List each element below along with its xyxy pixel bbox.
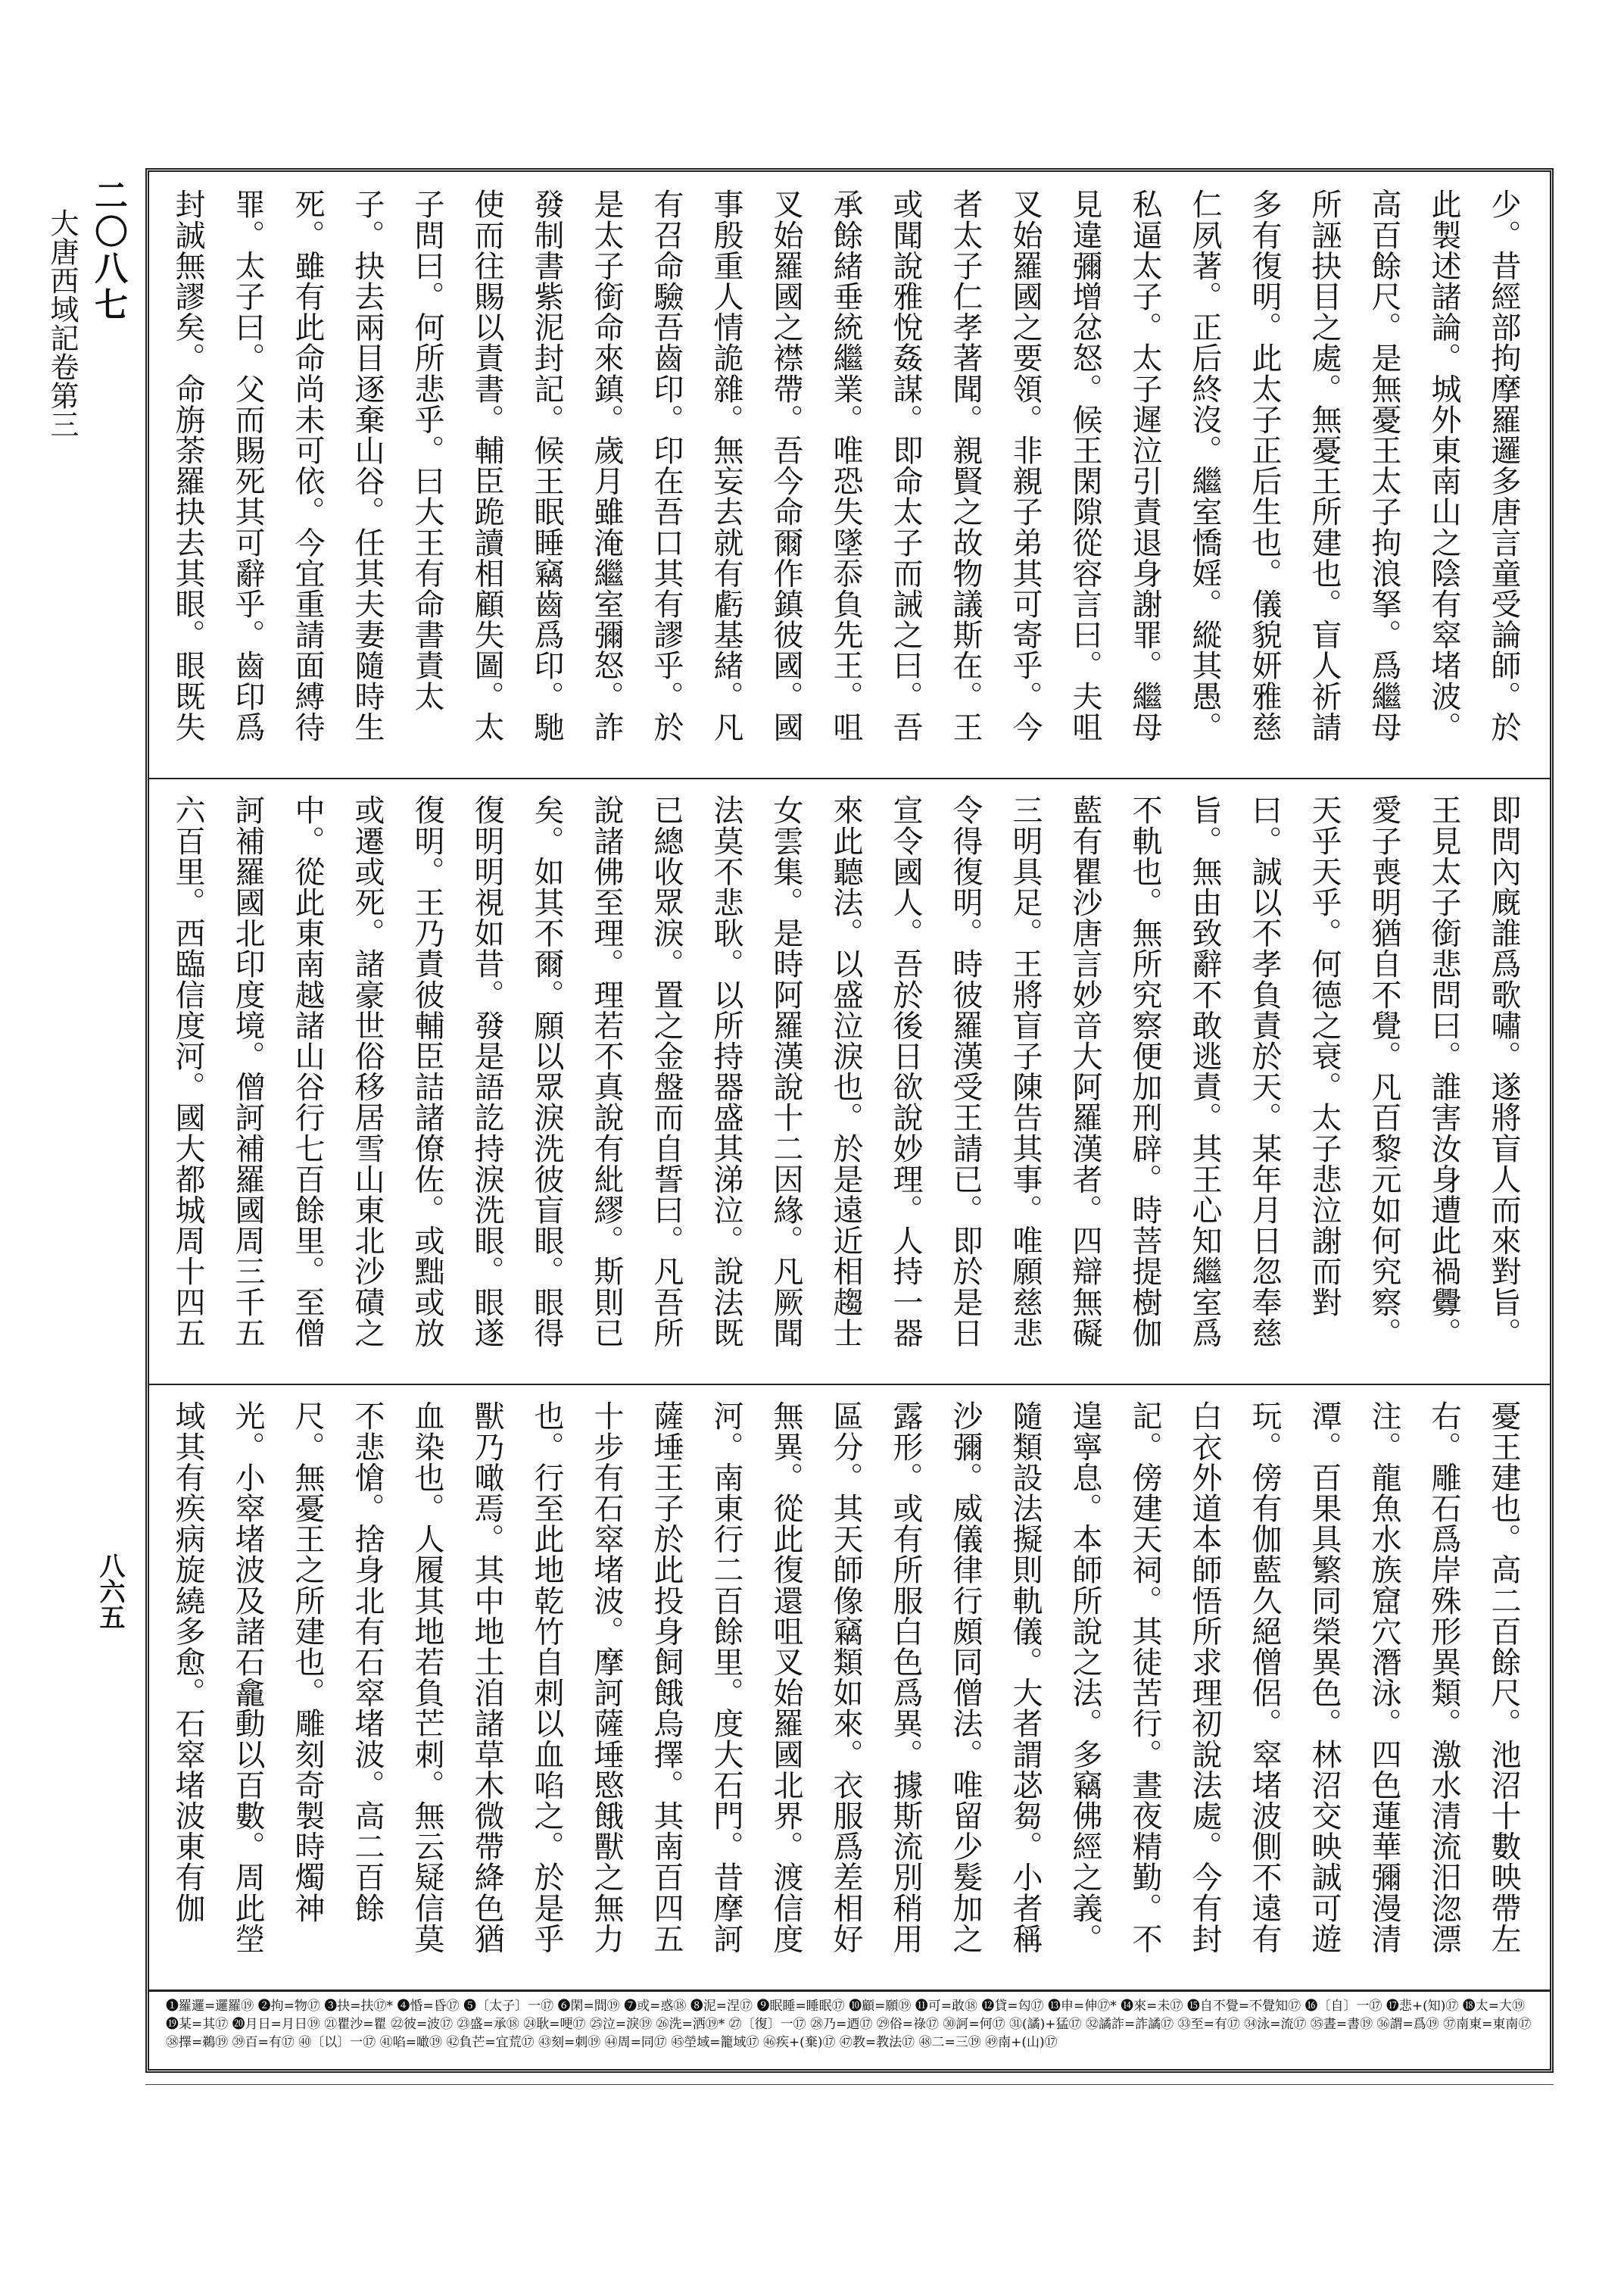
- page-header: [45, 178, 132, 1465]
- running-title: 大唐西域記卷第三: [45, 208, 79, 438]
- text-band-1: [149, 172, 1550, 779]
- body-text-3: 憂王建也。高二百餘尺。池沼十數映帶左右。雕石爲岸殊形異類。激水清流汨淴漂注。龍魚水族窟穴潛泳。四色蓮華彌漫清潭。百果具繁同榮異色。林沼交映誠可遊玩。傍有伽藍久絕僧侶。窣堵波側不遠有白衣外道本師悟所求理初說法處。今有封記。傍建天祠。其徒苦行。晝夜精勤。不遑寧息。本師所說之法。多竊佛經之義。隨類設法擬則軌儀。大者謂苾芻。小者稱沙彌。威儀律行頗同僧法。唯留少髮加之露形。或有所服白色爲異。據斯流別稍用區分。其天師像竊類如來。衣服爲差相好無異。從此復還咀叉始羅國北界。渡信度河。南東行二百餘里。度大石門。昔摩訶薩埵王子於此投身飼餓烏擇。其南百四五十步有石窣堵波。摩訶薩埵愍餓獸之無力也。行至此地乾竹自刺以血啗之。於是乎獸乃噉焉。其中地土洎諸草木微帶絳色猶血染也。人履其地若負芒刺。無云疑信莫不悲愴。捨身北有石窣堵波。高二百餘尺。無憂王之所建也。雕刻奇製時燭神光。小窣堵波及諸石龕動以百數。周此塋域其有疾病旋繞多愈。石窣堵波東有伽: [170, 1400, 1521, 1954]
- body-text-2: 即問內廐誰爲歌嘯。遂將盲人而來對旨。王見太子銜悲問曰。誰害汝身遭此禍釁。愛子喪明猶自不覺。凡百黎元如何究察。天乎天乎。何德之衰。太子悲泣謝而對曰。誠以不孝負責於天。某年月日忽奉慈旨。無由致辭不敢逃責。其王心知繼室爲不軌也。無所究察便加刑辟。時菩提樹伽藍有瞿沙唐言妙音大阿羅漢者。四辯無礙三明具足。王將盲子陳告其事。唯願慈悲令得復明。時彼羅漢受王請已。即於是日宣令國人。吾於後日欲說妙理。人持一器來此聽法。以盛泣淚也。於是遠近相趨士女雲集。是時阿羅漢說十二因緣。凡厥聞法莫不悲耿。以所持器盛其涕泣。說法既已總收眾淚。置之金盤而自誓曰。凡吾所說諸佛至理。理若不真說有紕繆。斯則已矣。如其不爾。願以眾淚洗彼盲眼。眼得復明明視如昔。發是語訖持淚洗眼。眼遂復明。王乃責彼輔臣詰諸僚佐。或黜或放或遷或死。諸豪世俗移居雪山東北沙磧之中。從此東南越諸山谷行七百餘里。至僧訶補羅國北印度境。僧訶補羅國周三千五六百里。西臨信度河。國大都城周十四五: [170, 794, 1521, 1348]
- side-page-number: 八六五: [95, 1553, 125, 1630]
- textual-notes: ❶羅邏=邏羅⑲ ❷拘=物⑰ ❸抉=扶⑰* ❹惛=昏⑰ ❺〔太子〕一⑰ ❻閑=間⑲ ❼或=惑⑱ ❽泥=涅⑰ ❾眠睡=睡眠⑰ ❿顧=願⑲ ⓫可=敢⑱ ⓬貸=匃⑰ ⓭申=伸⑰* ⓮來=未⑰ ⓯自不覺=不覺知⑰ ⓰〔自〕一⑰ ⓱悲+(知)⑰ ⓲太=大⑲ ⓳某=其⑰ ⓴月日=月日⑲ ㉑瞿沙=瞿 ㉒彼=波⑰ ㉓盛=承⑱ ㉔耿=哽⑰ ㉕泣=淚⑲ ㉖洗=洒⑲* ㉗〔復〕一⑰ ㉘乃=迺⑰ ㉙俗=祿⑰ ㉚訶=何⑰ ㉛(譎)+猛⑰ ㉜譎詐=詐譎⑰ ㉝至=有⑰ ㉞泳=流⑰ ㉟晝=書⑲ ㊱謂=爲⑲ ㊲南東=東南⑰ ㊳擇=鵜⑲ ㊴百=有⑰ ㊵〔以〕一⑰ ㊶啗=噉⑲ ㊷負芒=宜荒⑰ ㊸刻=刺⑲ ㊹周=同⑰ ㊺塋域=籠域⑰ ㊻疾+(棄)⑰ ㊼教=教法⑰ ㊽二=三⑲ ㊾南+(山)⑰: [166, 1999, 1532, 2050]
- body-text-1: 少。昔經部拘摩羅邏多唐言童受論師。於此製述諸論。城外東南山之陰有窣堵波。高百餘尺。是無憂王太子拘浪拏。爲繼母所誣抉目之處。無憂王所建也。盲人祈請多有復明。此太子正后生也。儀貌妍雅慈仁夙著。正后終沒。繼室憍婬。縱其愚。私逼太子。太子遲泣引責退身謝罪。繼母見違彌增忿怒。候王閑隙從容言曰。夫咀叉始羅國之要領。非親子弟其可寄乎。今者太子仁孝著聞。親賢之故物議斯在。王或聞說雅悅姦謀。即命太子而誡之曰。吾承餘緒垂統繼業。唯恐失墜忝負先王。咀叉始羅國之襟帶。吾今命爾作鎮彼國。國事殷重人情詭雜。無妄去就有虧基緒。凡有召命驗吾齒印。印在吾口其有謬乎。於是太子銜命來鎮。歲月雖淹繼室彌怒。詐發制書紫泥封記。候王眠睡竊齒爲印。馳使而往賜以責書。輔臣跪讀相顧失圖。太子問曰。何所悲乎。曰大王有命書責太子。抉去兩目逐棄山谷。任其夫妻隨時生死。雖有此命尚未可依。今宜重請面縛待罪。太子曰。父而賜死其可辭乎。齒印爲封誠無謬矣。命旃荼羅抉去其眼。眼既失: [170, 189, 1521, 742]
- footer-rule: [145, 2084, 1554, 2085]
- text-frame: [145, 168, 1554, 2073]
- page-number: 二〇八七: [89, 178, 127, 323]
- text-band-2: [149, 778, 1550, 1385]
- text-band-3: [149, 1384, 1550, 1992]
